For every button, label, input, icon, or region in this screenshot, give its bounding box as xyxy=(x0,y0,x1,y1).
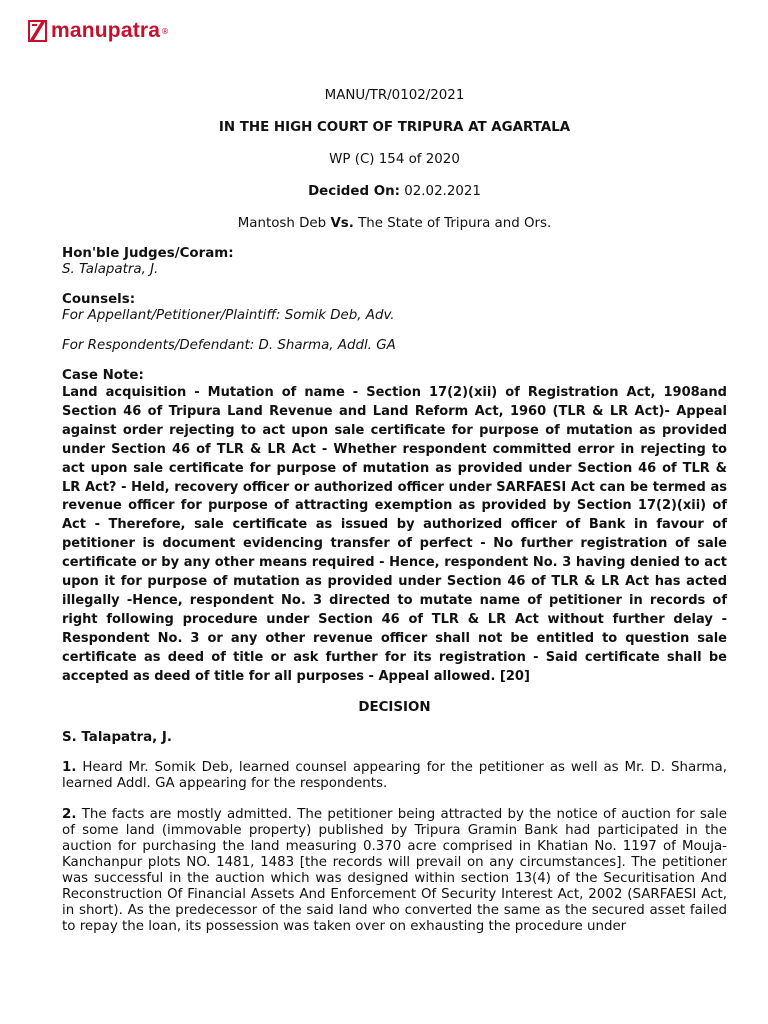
decided-on xyxy=(62,184,727,200)
paragraph-1 xyxy=(62,760,727,792)
decided-label: Decided On: xyxy=(308,184,400,199)
case-note-section xyxy=(62,368,727,687)
decision-author: S. Talapatra, J. xyxy=(62,729,172,745)
paragraph-text: Heard Mr. Somik Deb, learned counsel appearing for the petitioner as well as Mr. D. Sharma, learned Addl. GA appearing for the respondents. xyxy=(62,759,727,791)
counsels-label: Counsels: xyxy=(62,292,136,307)
paragraph-number: 1. xyxy=(62,759,77,775)
decided-date: 02.02.2021 xyxy=(404,184,481,199)
manupatra-logo xyxy=(28,19,169,43)
petitioner-name: Mantosh Deb xyxy=(237,216,327,231)
decision-heading: DECISION xyxy=(358,699,431,715)
respondent-name: The State of Tripura and Ors. xyxy=(358,216,552,231)
counsel-respondent: For Respondents/Defendant: D. Sharma, Addl. GA xyxy=(62,338,396,353)
brand-registered-mark: ® xyxy=(161,26,170,36)
case-note-label: Case Note: xyxy=(62,368,144,383)
paragraph-number: 2. xyxy=(62,806,77,822)
counsels-section xyxy=(62,292,727,354)
citation: MANU/TR/0102/2021 xyxy=(324,88,465,103)
versus: Vs. xyxy=(330,216,354,231)
paragraph-2 xyxy=(62,807,727,935)
court-name: IN THE HIGH COURT OF TRIPURA AT AGARTALA xyxy=(218,120,571,135)
judges-label: Hon'ble Judges/Coram: xyxy=(62,246,234,261)
case-number: WP (C) 154 of 2020 xyxy=(329,152,460,167)
brand-name: manupatra xyxy=(51,19,161,42)
case-note-text: Land acquisition - Mutation of name - Section 17(2)(xii) of Registration Act, 1908and Section 46 of Tripura Land Revenue and Land Reform Act, 1960 (TLR & LR Act)- Appeal against order rejecting to act upon sale certificate for purpose of mutation as provided under Section 46 of TLR & LR Act - Whether respondent committed error in rejecting to act upon sale certificate for purpose of mutation as provided under Section 46 of TLR & LR Act? - Held, recovery officer or authorized officer under SARFAESI Act can be termed as revenue officer for purpose of attracting exemption as provided by Section 17(2)(xii) of Act - Therefore, sale certificate as issued by authorized officer of Bank in favour of petitioner is document evidencing transfer of perfect - No further registration of sale certificate or by any other means required - Hence, respondent No. 3 having denied to act upon it for purpose of mutation as provided under Section 46 of TLR & LR Act has acted illegally -Hence, respondent No. 3 directed to mutate name of petitioner in records of right following procedure under Section 46 of TLR & LR Act without further delay - Respondent No. 3 or any other revenue officer shall not be entitled to question sale certificate as deed of title or ask further for its registration - Said certificate shall be accepted as deed of title for all purposes - Appeal allowed. [20] xyxy=(62,385,727,684)
judges-value: S. Talapatra, J. xyxy=(62,262,159,277)
parties xyxy=(62,216,727,232)
paragraph-text: The facts are mostly admitted. The petitioner being attracted by the notice of auction for sale of some land (immovable property) published by Tripura Gramin Bank had participated in the auction for purchasing the land measuring 0.370 acre comprised in Khatian No. 1197 of Mouja-Kanchanpur plots NO. 1481, 1483 [the records will prevail on any circumstances]. The petitioner was successful in the auction which was designed within section 13(4) of the Securitisation And Reconstruction Of Financial Assets And Enforcement Of Security Interest Act, 2002 (SARFAESI Act, in short). As the predecessor of the said land who converted the same as the secured asset failed to repay the loan, its possession was taken over on exhausting the procedure under xyxy=(62,806,727,934)
counsel-appellant: For Appellant/Petitioner/Plaintiff: Somik Deb, Adv. xyxy=(62,308,395,323)
judgment-document xyxy=(62,86,727,935)
judges-section xyxy=(62,246,727,278)
manupatra-logo-icon xyxy=(28,20,47,42)
